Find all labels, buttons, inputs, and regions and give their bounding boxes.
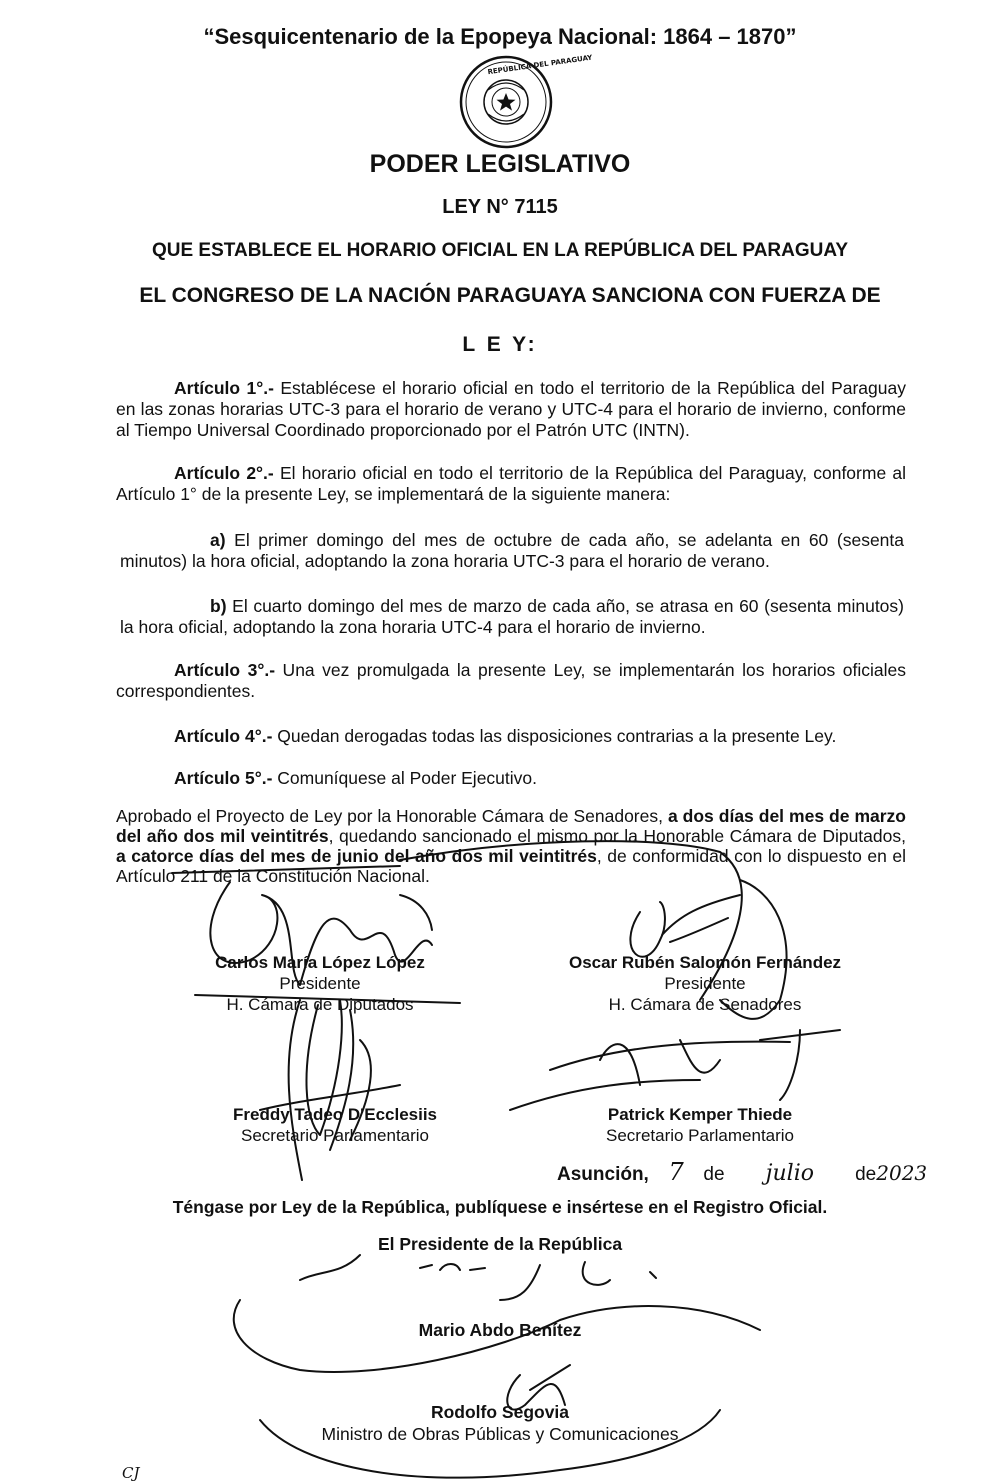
signatory-name: Patrick Kemper Thiede (607, 1105, 793, 1124)
article-text: Quedan derogadas todas las disposiciones contrarias a la presente Ley. (272, 726, 837, 746)
article-label: Artículo 1°.- (174, 378, 274, 398)
date-month: julio (765, 1161, 814, 1186)
article-2 (116, 463, 906, 505)
signatory-org: H. Cámara de Senadores (608, 995, 802, 1014)
signatory-org: H. Cámara de Diputados (226, 995, 414, 1014)
signatory-role: Presidente (664, 974, 746, 993)
article-4 (116, 726, 906, 747)
deputies-approval-date: a catorce días del mes de junio del año dos mil veintitrés (116, 846, 597, 866)
signatory-role: Presidente (279, 974, 361, 993)
article-text: El horario oficial en todo el territorio de la República del Paraguay, conforme al Artículo 1° de la presente Ley, se implementará de la siguiente manera: (116, 463, 907, 504)
subitem-text: El cuarto domingo del mes de marzo de cada año, se atrasa en 60 (sesenta minutos) la hora oficial, adoptando la zona horaria UTC-4 para el horario de invierno. (120, 596, 904, 637)
minister-name: Rodolfo Segovia (430, 1402, 570, 1422)
minister-role: Ministro de Obras Públicas y Comunicaciones (321, 1424, 679, 1444)
approval-paragraph (116, 806, 906, 886)
signature-block-deputies-president (190, 952, 450, 1015)
article-label: Artículo 4°.- (174, 726, 273, 746)
motto-line: “Sesquicentenario de la Epopeya Nacional: 1864 – 1870” (203, 24, 797, 49)
date-day: 7 (668, 1158, 684, 1186)
signature-senate-secretary (510, 1030, 840, 1110)
date-de: de (855, 1164, 877, 1185)
president-title: El Presidente de la República (377, 1234, 623, 1254)
approval-text: , de conformidad con lo dispuesto en el Artículo 211 de la Constitución Nacional. (116, 846, 907, 886)
signature-deputies-secretary (260, 1000, 400, 1180)
date-de: de (703, 1164, 725, 1185)
signature-president (234, 1255, 760, 1372)
date-line (557, 1158, 957, 1186)
enacting-clause: EL CONGRESO DE LA NACIÓN PARAGUAYA SANCIONA CON FUERZA DE (139, 284, 881, 307)
signatory-name: Freddy Tadeo D'Ecclesiis (232, 1105, 438, 1124)
article-text: Establécese el horario oficial en todo el territorio de la República del Paraguay en las zonas horarias UTC-3 para el horario de verano y UTC-4 para el horario de invierno, conforme al Tiempo Universal Coordinado proporcionado por el Patrón UTC (INTN). (116, 378, 906, 440)
approval-text: , quedando sancionado el mismo por la Honorable Cámara de Diputados, (328, 826, 906, 846)
seal-lettering: REPÚBLICA DEL PARAGUAY (487, 53, 593, 77)
signatory-role: Secretario Parlamentario (240, 1126, 430, 1145)
senate-approval-date: a dos días del mes de marzo del año dos mil veintitrés (116, 806, 906, 846)
subitem-b (120, 596, 904, 638)
article-1 (116, 378, 906, 441)
issuing-body: PODER LEGISLATIVO (369, 150, 631, 178)
enacting-word: L E Y: (462, 333, 538, 356)
article-label: Artículo 3°.- (174, 660, 276, 680)
law-number: LEY N° 7115 (442, 196, 558, 218)
approval-text: Aprobado el Proyecto de Ley por la Honorable Cámara de Senadores, (116, 806, 668, 826)
article-label: Artículo 5°.- (174, 768, 273, 788)
signature-block-senate-president (540, 952, 870, 1015)
date-year: 2023 (876, 1161, 928, 1185)
article-label: Artículo 2°.- (174, 463, 274, 483)
signatory-name: Carlos María López López (215, 953, 425, 972)
subitem-label: b) (210, 596, 227, 616)
article-3 (116, 660, 906, 702)
subitem-text: El primer domingo del mes de octubre de cada año, se adelanta en 60 (sesenta minutos) la hora oficial, adoptando la zona horaria UTC-3 para el horario de verano. (120, 530, 904, 571)
date-prefix: Asunción, (557, 1164, 649, 1185)
signature-senate-president (630, 895, 740, 957)
national-seal (458, 53, 593, 150)
footer-initials: CJ (122, 1464, 140, 1482)
signatory-role: Secretario Parlamentario (605, 1126, 795, 1145)
law-title: QUE ESTABLECE EL HORARIO OFICIAL EN LA REPÚBLICA DEL PARAGUAY (151, 240, 849, 261)
article-text: Comuníquese al Poder Ejecutivo. (272, 768, 537, 788)
president-name: Mario Abdo Benítez (418, 1320, 582, 1340)
subitem-a (120, 530, 904, 572)
signature-block-senate-secretary (570, 1104, 830, 1146)
signature-block-deputies-secretary (205, 1104, 465, 1146)
article-5 (116, 768, 906, 789)
promulgation-order: Téngase por Ley de la República, publíquese e insértese en el Registro Oficial. (172, 1197, 828, 1217)
subitem-label: a) (210, 530, 226, 550)
article-text: Una vez promulgada la presente Ley, se implementarán los horarios oficiales correspondientes. (116, 660, 906, 701)
signatory-name: Oscar Rubén Salomón Fernández (568, 953, 842, 972)
